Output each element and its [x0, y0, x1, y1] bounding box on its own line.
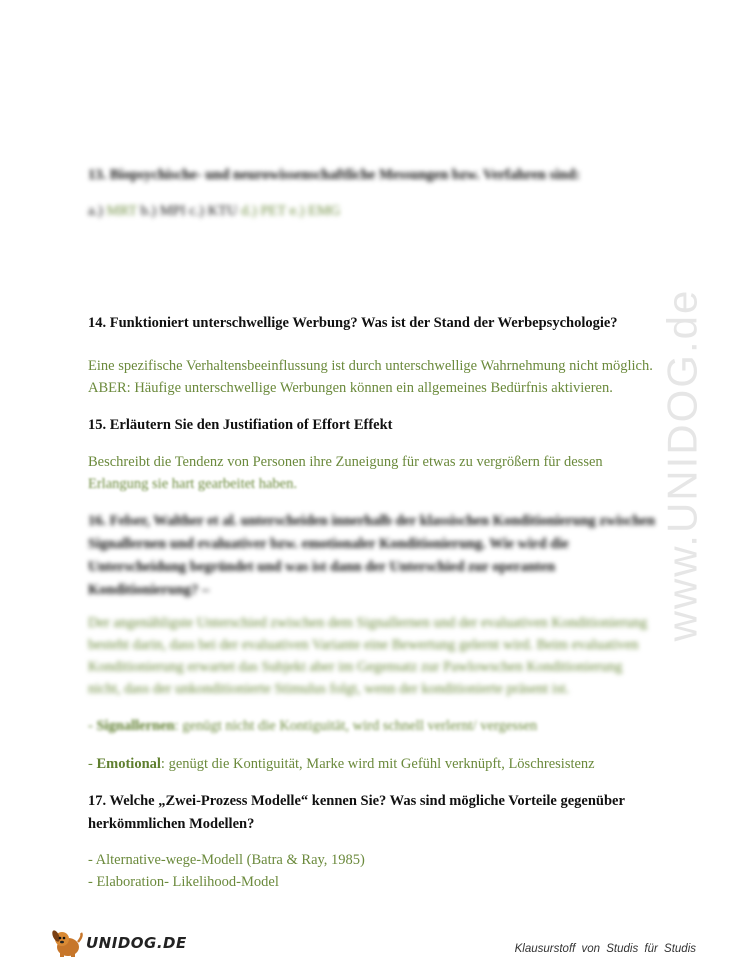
question-16-line-2: Signallernen und evaluativer bzw. emotionaler Konditionierung. Wie wird die	[88, 536, 569, 552]
answer-13	[88, 200, 668, 222]
emotional-label: Emotional	[96, 756, 161, 772]
logo-text: UNIDOG.DE	[86, 934, 187, 952]
footer-tagline: Klausurstoff von Studis für Studis	[514, 943, 696, 955]
answer-13-prefix: a.)	[88, 203, 103, 219]
answer-13-option-b: b.) MPI	[140, 203, 186, 219]
unidog-logo	[50, 925, 190, 961]
question-16-line-3: Unterscheidung begründet und was ist dann der Unterschied zur operanten	[88, 559, 556, 575]
answer-16-line-4: nicht, dass der unkonditionierte Stimulus folgt, wenn der konditionierte präsent ist.	[88, 681, 570, 697]
answer-13-option-d: d.) PET	[241, 203, 286, 219]
question-17-line-2: herkömmlichen Modellen?	[88, 816, 255, 832]
dog-mascot-icon	[50, 928, 84, 958]
question-13: 13. Biopsychische- und neurowissenschaftliche Messungen bzw. Verfahren sind:	[88, 167, 581, 183]
question-14: 14. Funktioniert unterschwellige Werbung? Was ist der Stand der Werbepsychologie?	[88, 315, 618, 331]
answer-14-line-1: Eine spezifische Verhaltensbeeinflussung ist durch unterschwellige Wahrnehmung nicht möglich.	[88, 358, 653, 374]
answer-13-option-e: e.) EMG	[289, 203, 341, 219]
answer-16-emotional	[88, 753, 668, 775]
emotional-text: : genügt die Kontiguität, Marke wird mit Gefühl verknüpft, Löschresistenz	[160, 756, 595, 772]
answer-16-line-3: Konditionierung erwartet das Subjekt aber im Gegensatz zur Pawlowschen Konditionierung	[88, 659, 623, 675]
answer-17-line-2: - Elaboration- Likelihood-Model	[88, 874, 279, 890]
answer-17-line-1: - Alternative-wege-Modell (Batra & Ray, 1985)	[88, 852, 365, 868]
question-16-line-1: 16. Felser, Walther et al. unterscheiden innerhalb der klassischen Konditionierung zwischen	[88, 513, 656, 529]
signal-dash: -	[88, 718, 93, 734]
question-15: 15. Erläutern Sie den Justifiation of Effort Effekt	[88, 417, 393, 433]
watermark-text: www.UNIDOG.de	[658, 288, 706, 642]
signal-label: Signallernen	[96, 718, 175, 734]
answer-16-line-1: Der angenähligste Unterschied zwischen dem Signallernen und der evaluativen Konditionierung	[88, 615, 648, 631]
signal-text: : genügt nicht die Kontiguität, wird schnell verlernt/ vergessen	[174, 718, 538, 734]
answer-14-line-2: ABER: Häufige unterschwellige Werbungen können ein allgemeines Bedürfnis aktivieren.	[88, 380, 613, 396]
answer-16-line-2: besteht darin, dass bei der evaluativen Variante eine Bewertung gelernt wird. Beim evaluativen	[88, 637, 639, 653]
answer-13-option-a: MRT	[106, 203, 137, 219]
emotional-dash: -	[88, 756, 93, 772]
question-17-line-1: 17. Welche „Zwei-Prozess Modelle“ kennen Sie? Was sind mögliche Vorteile gegenüber	[88, 793, 625, 809]
question-16-line-4: Konditionierung? –	[88, 582, 210, 598]
answer-15-line-1: Beschreibt die Tendenz von Personen ihre Zuneigung für etwas zu vergrößern für dessen	[88, 454, 603, 470]
answer-13-option-c: c.) KTU	[189, 203, 238, 219]
answer-16-signal	[88, 715, 668, 737]
answer-15-line-2: Erlangung sie hart gearbeitet haben.	[88, 476, 297, 492]
